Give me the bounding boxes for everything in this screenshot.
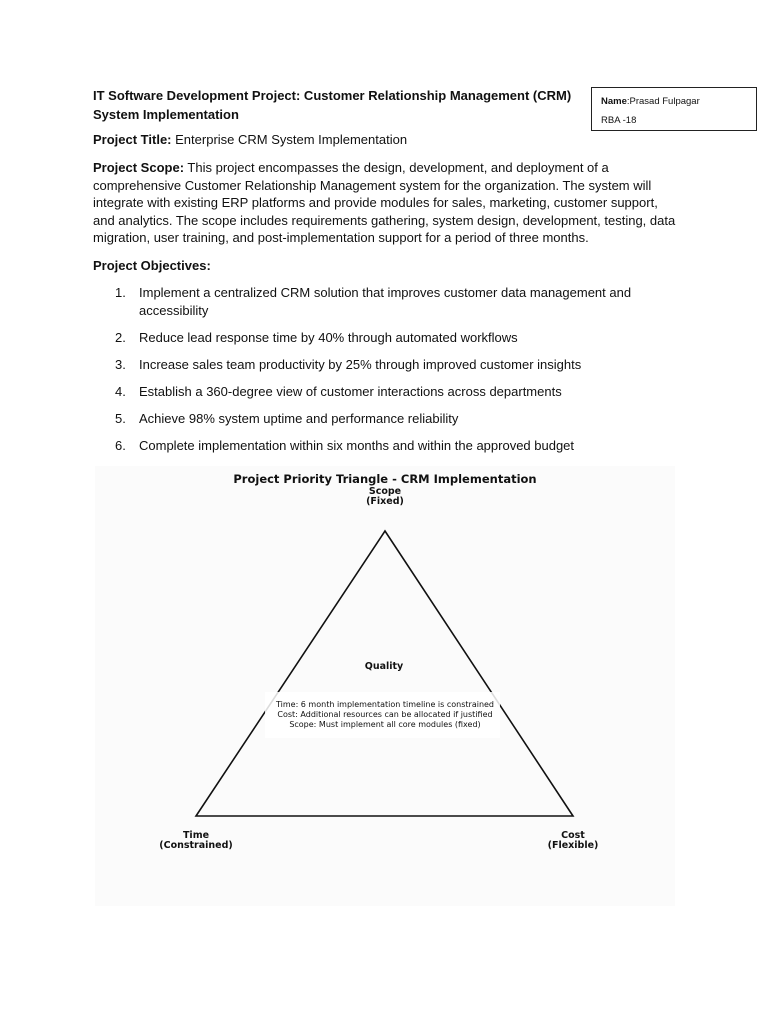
- objective-number: 6.: [115, 438, 126, 454]
- name-row: [601, 92, 747, 111]
- document-title: IT Software Development Project: Customer Relationship Management (CRM) System Implementation: [93, 88, 572, 122]
- objective-item: [93, 329, 683, 347]
- objective-item: [93, 356, 683, 374]
- objective-number: 4.: [115, 383, 126, 399]
- objective-number: 1.: [115, 285, 126, 300]
- student-info-box: [591, 87, 757, 131]
- objective-text: Implement a centralized CRM solution that improves customer data management and accessibility: [139, 285, 632, 318]
- roll-number: RBA -18: [601, 115, 637, 126]
- objective-text: Reduce lead response time by 40% through automated workflows: [139, 329, 518, 345]
- scope-vertex-status: (Fixed): [366, 496, 404, 507]
- time-vertex-label: Time: [182, 830, 210, 841]
- quality-label: Quality: [364, 661, 404, 672]
- name-label: Name: [601, 96, 627, 107]
- name-value: :Prasad Fulpagar: [626, 96, 700, 107]
- project-scope-paragraph: [93, 159, 683, 247]
- project-scope-text: This project encompasses the design, development, and deployment of a comprehensive Customer Relationship Management system for the organization. The system will integrate with existing ERP platforms and provide modules for sales, marketing, customer support, and analytics. The scope includes requirements gathering, system design, development, testing, data migration, user training, and post-implementation support for a period of three months.: [93, 160, 676, 246]
- objective-text: Complete implementation within six months and within the approved budget: [139, 438, 575, 454]
- priority-triangle: [196, 531, 573, 816]
- objective-number: 3.: [115, 356, 126, 372]
- note-cost: Cost: Additional resources can be allocated if justified: [277, 710, 493, 719]
- project-title-label: Project Title:: [93, 132, 172, 147]
- cost-vertex-status: (Flexible): [547, 840, 599, 851]
- objective-text: Achieve 98% system uptime and performance reliability: [139, 410, 459, 426]
- cost-vertex-label: Cost: [561, 830, 585, 841]
- figure-title: Project Priority Triangle - CRM Implementation: [233, 472, 537, 486]
- scope-vertex-label: Scope: [368, 486, 402, 497]
- note-time: Time: 6 month implementation timeline is constrained: [275, 700, 495, 709]
- objective-item: [93, 284, 683, 319]
- project-title-line: [93, 131, 683, 149]
- objectives-heading: [93, 257, 683, 275]
- objective-number: 2.: [115, 329, 126, 345]
- priority-triangle-svg: [95, 466, 675, 906]
- objectives-list: [93, 284, 683, 464]
- objective-item: [93, 410, 683, 428]
- project-scope-label: Project Scope:: [93, 160, 185, 175]
- objective-text: Establish a 360-degree view of customer interactions across departments: [139, 383, 562, 399]
- project-title-value: Enterprise CRM System Implementation: [175, 132, 408, 147]
- objectives-heading-text: Project Objectives:: [93, 258, 211, 273]
- priority-triangle-figure: [95, 466, 675, 906]
- objective-item: [93, 383, 683, 401]
- objective-text: Increase sales team productivity by 25% through improved customer insights: [139, 356, 582, 372]
- objective-number: 5.: [115, 410, 126, 426]
- objective-item: [93, 437, 683, 455]
- time-vertex-status: (Constrained): [159, 840, 233, 851]
- note-scope: Scope: Must implement all core modules (fixed): [289, 720, 481, 729]
